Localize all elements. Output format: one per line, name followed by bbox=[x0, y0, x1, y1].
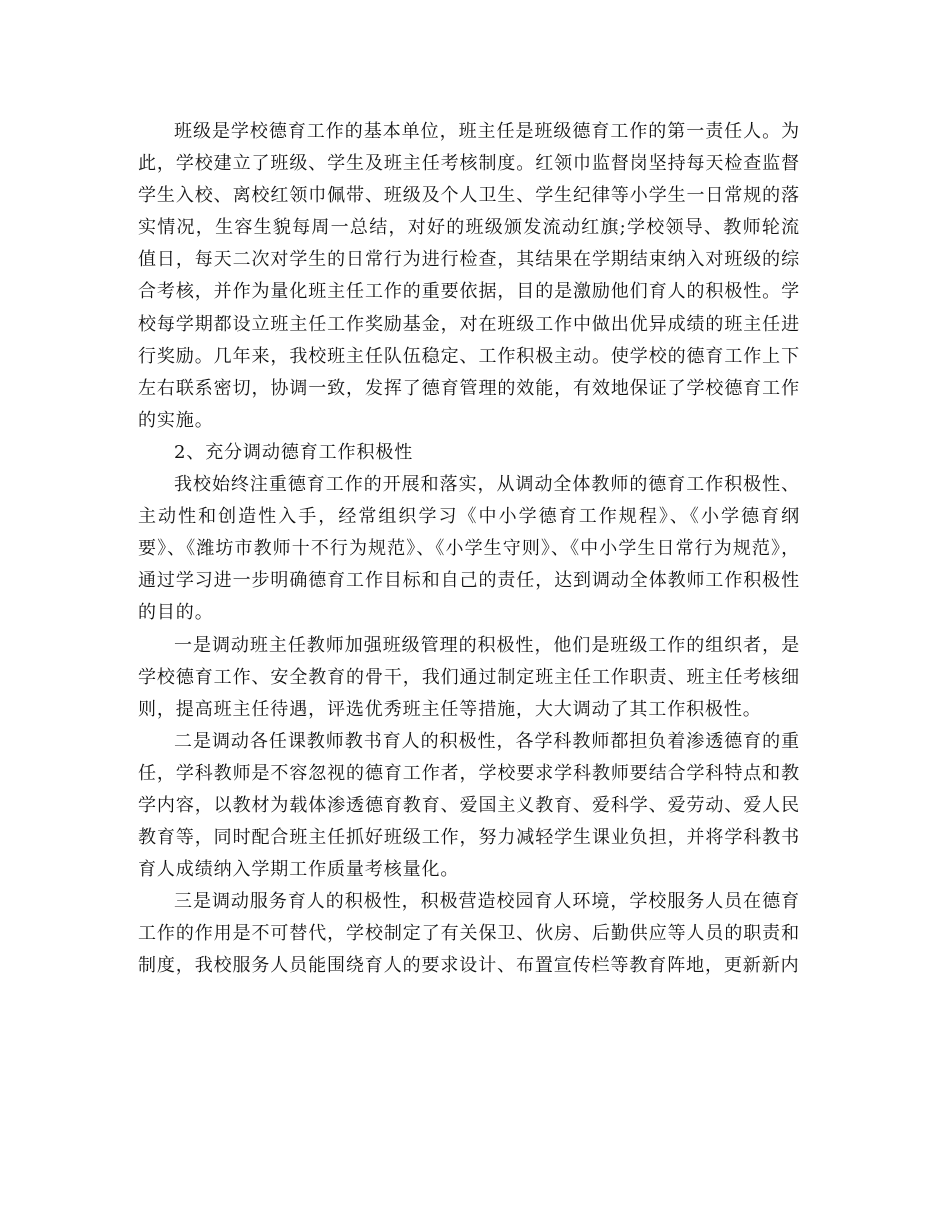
section-heading: 2、充分调动德育工作积极性 bbox=[174, 441, 414, 463]
paragraph-service-staff: 三是调动服务育人的积极性，积极营造校园育人环境，学校服务人员在德育工作的作用是不可替代，学校制定了有关保卫、伙房、后勤供应等人员的职责和制度，我校服务人员能围绕育人的要求设计、布置宣传栏等教育阵地，更新新内 bbox=[138, 891, 800, 977]
paragraph-class-management: 班级是学校德育工作的基本单位，班主任是班级德育工作的第一责任人。为此，学校建立了班级、学生及班主任考核制度。红领巾监督岗坚持每天检查监督学生入校、离校红领巾佩带、班级及个人卫生、学生纪律等小学生一日常规的落实情况，生容生貌每周一总结，对好的班级颁发流动红旗;学校领导、教师轮流值日，每天二次对学生的日常行为进行检查，其结果在学期结束纳入对班级的综合考核，并作为量化班主任工作的重要依据，目的是激励他们育人的积极性。学校每学期都设立班主任工作奖励基金，对在班级工作中做出优异成绩的班主任进行奖励。几年来，我校班主任队伍稳定、工作积极主动。使学校的德育工作上下左右联系密切，协调一致，发挥了德育管理的效能，有效地保证了学校德育工作的实施。 bbox=[138, 121, 800, 431]
paragraph-head-teachers: 一是调动班主任教师加强班级管理的积极性，他们是班级工作的组织者，是学校德育工作、安全教育的骨干，我们通过制定班主任工作职责、班主任考核细则，提高班主任待遇，评选优秀班主任等措施，大大调动了其工作积极性。 bbox=[138, 634, 800, 720]
paragraph-subject-teachers: 二是调动各任课教师教书育人的积极性，各学科教师都担负着渗透德育的重任，学科教师是不容忽视的德育工作者，学校要求学科教师要结合学科特点和教学内容，以教材为载体渗透德育教育、爱国主义教育、爱科学、爱劳动、爱人民教育等，同时配合班主任抓好班级工作，努力减轻学生课业负担，并将学科教书育人成绩纳入学期工作质量考核量化。 bbox=[138, 730, 800, 881]
paragraph-teacher-motivation: 我校始终注重德育工作的开展和落实，从调动全体教师的德育工作积极性、主动性和创造性入手，经常组织学习《中小学德育工作规程》、《小学德育纲要》、《潍坊市教师十不行为规范》、《小学生守则》、《中小学生日常行为规范》，通过学习进一步明确德育工作目标和自己的责任，达到调动全体教师工作积极性的目的。 bbox=[138, 474, 800, 624]
document-body bbox=[138, 116, 800, 983]
